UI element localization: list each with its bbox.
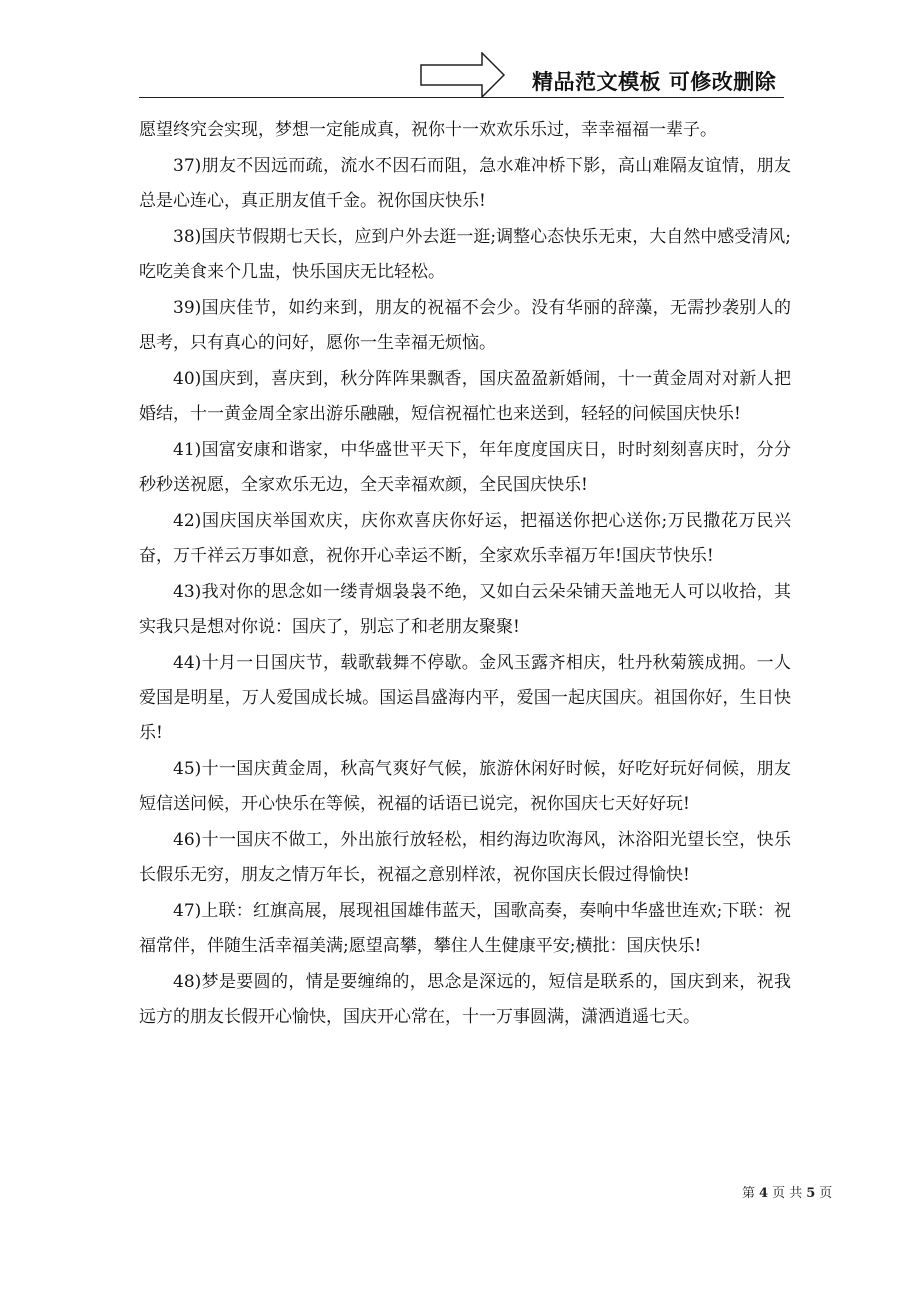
page-header [0,0,920,100]
header-divider [139,97,784,98]
paragraph: 37)朋友不因远而疏，流水不因石而阻，急水难冲桥下影，高山难隔友谊情，朋友总是心连心，真正朋友值千金。祝你国庆快乐! [139,156,791,211]
right-arrow-outline-icon [420,52,506,98]
paragraph: 40)国庆到，喜庆到，秋分阵阵果飘香，国庆盈盈新婚闹，十一黄金周对对新人把婚结，十一黄金周全家出游乐融融，短信祝福忙也来送到，轻轻的问候国庆快乐! [139,369,791,424]
paragraph: 47)上联：红旗高展，展现祖国雄伟蓝天，国歌高奏，奏响中华盛世连欢;下联：祝福常伴，伴随生活幸福美满;愿望高攀，攀住人生健康平安;横批：国庆快乐! [139,901,791,956]
paragraph: 45)十一国庆黄金周，秋高气爽好气候，旅游休闲好时候，好吃好玩好伺候，朋友短信送问候，开心快乐在等候，祝福的话语已说完，祝你国庆七天好好玩! [139,759,791,814]
paragraph: 42)国庆国庆举国欢庆，庆你欢喜庆你好运，把福送你把心送你;万民撒花万民兴奋，万千祥云万事如意，祝你开心幸运不断，全家欢乐幸福万年!国庆节快乐! [139,511,791,566]
paragraph: 41)国富安康和谐家，中华盛世平天下，年年度度国庆日，时时刻刻喜庆时，分分秒秒送祝愿，全家欢乐无边，全天幸福欢颜，全民国庆快乐! [139,440,791,495]
total-pages-number: 5 [806,1186,816,1201]
paragraph: 39)国庆佳节，如约来到，朋友的祝福不会少。没有华丽的辞藻，无需抄袭别人的思考，只有真心的问好，愿你一生幸福无烦恼。 [139,298,791,353]
document-body [139,113,791,1036]
footer-prefix: 第 [742,1186,756,1201]
paragraph: 48)梦是要圆的，情是要缠绵的，思念是深远的，短信是联系的，国庆到来，祝我远方的朋友长假开心愉快，国庆开心常在，十一万事圆满，潇洒逍遥七天。 [139,972,791,1027]
paragraph: 44)十月一日国庆节，载歌载舞不停歇。金风玉露齐相庆，牡丹秋菊簇成拥。一人爱国是明星，万人爱国成长城。国运昌盛海内平，爱国一起庆国庆。祖国你好，生日快乐! [139,653,791,743]
page-number-footer [742,1182,832,1201]
footer-suffix: 页 [819,1186,833,1201]
header-title: 精品范文模板 可修改删除 [532,70,777,94]
current-page-number: 4 [759,1186,769,1201]
paragraph: 38)国庆节假期七天长，应到户外去逛一逛;调整心态快乐无束，大自然中感受清风;吃吃美食来个几盅，快乐国庆无比轻松。 [139,227,791,282]
paragraph: 46)十一国庆不做工，外出旅行放轻松，相约海边吹海风，沐浴阳光望长空，快乐长假乐无穷，朋友之情万年长，祝福之意别样浓，祝你国庆长假过得愉快! [139,830,791,885]
paragraph: 43)我对你的思念如一缕青烟袅袅不绝，又如白云朵朵铺天盖地无人可以收拾，其实我只是想对你说：国庆了，别忘了和老朋友聚聚! [139,582,791,637]
paragraph: 愿望终究会实现，梦想一定能成真，祝你十一欢欢乐乐过，幸幸福福一辈子。 [139,120,717,140]
footer-middle: 页 共 [772,1186,803,1201]
